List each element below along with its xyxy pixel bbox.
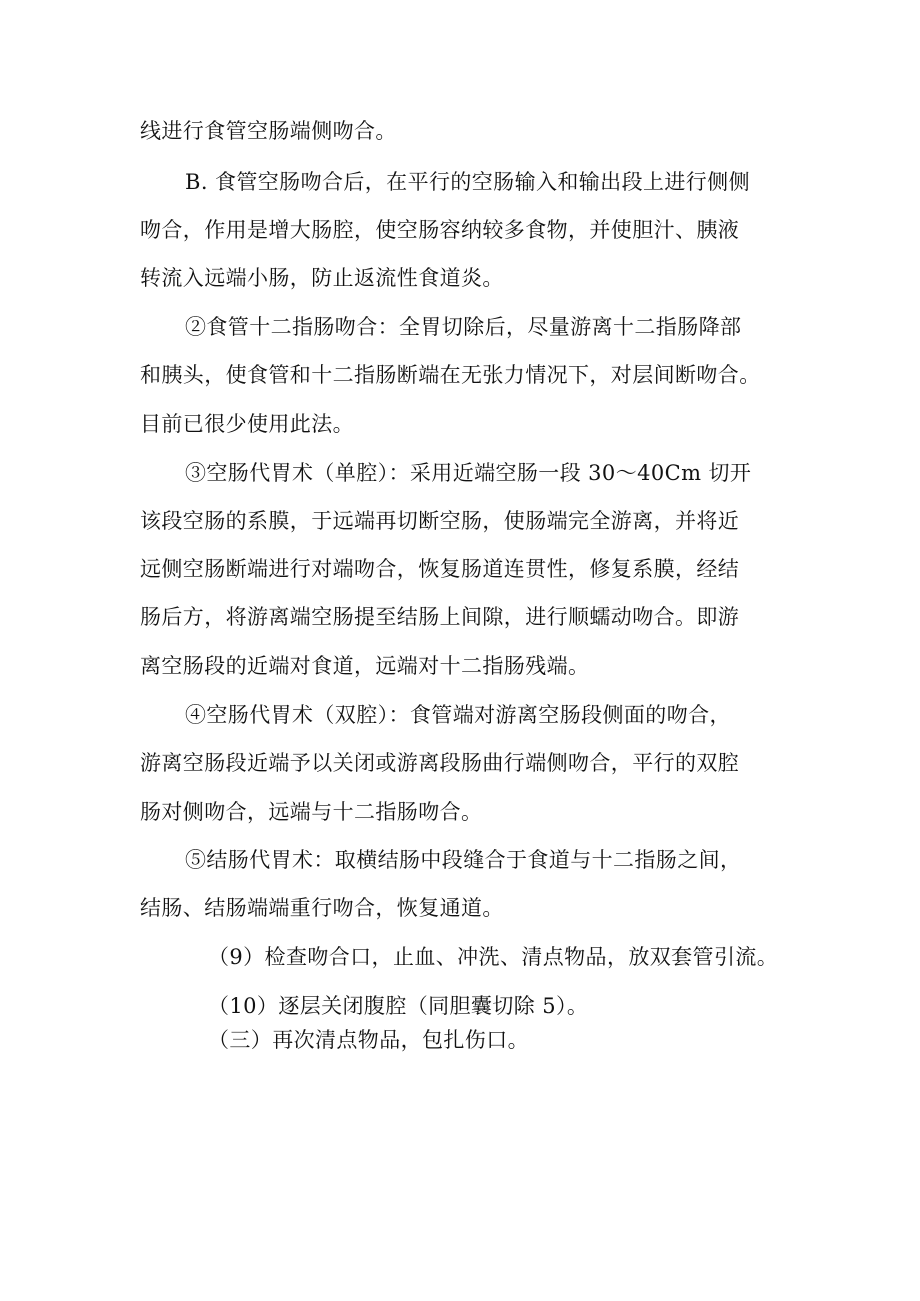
paragraph-line: 该段空肠的系膜，于远端再切断空肠，使肠端完全游离，并将近 [140, 509, 740, 533]
paragraph-line: 肠对侧吻合，远端与十二指肠吻合。 [140, 800, 483, 824]
paragraph-line: 游离空肠段近端予以关闭或游离段肠曲行端侧吻合，平行的双腔 [140, 751, 740, 775]
paragraph-line: ③空肠代胃术（单腔）：采用近端空肠一段 30～40Cm 切开 [185, 461, 752, 485]
paragraph-line: 线进行食管空肠端侧吻合。 [140, 119, 397, 143]
paragraph-line: 结肠、结肠端端重行吻合，恢复通道。 [140, 896, 504, 920]
paragraph-line: ⑤结肠代胃术：取横结肠中段缝合于食道与十二指肠之间， [185, 848, 742, 872]
paragraph-line: 离空肠段的近端对食道，远端对十二指肠残端。 [140, 654, 590, 678]
paragraph-line: （三）再次清点物品，包扎伤口。 [208, 1028, 529, 1052]
paragraph-line: （10）逐层关闭腹腔（同胆囊切除 5）。 [208, 994, 589, 1018]
paragraph-line: （9）检查吻合口，止血、冲洗、清点物品，放双套管引流。 [208, 945, 779, 969]
paragraph-line: 和胰头，使食管和十二指肠断端在无张力情况下，对层间断吻合。 [140, 363, 761, 387]
paragraph-line: B. 食管空肠吻合后，在平行的空肠输入和输出段上进行侧侧 [185, 170, 750, 194]
paragraph-line: 肠后方，将游离端空肠提至结肠上间隙，进行顺蠕动吻合。即游 [140, 605, 740, 629]
paragraph-line: ④空肠代胃术（双腔）：食管端对游离空肠段侧面的吻合， [185, 703, 731, 727]
paragraph-line: 远侧空肠断端进行对端吻合，恢复肠道连贯性，修复系膜，经结 [140, 557, 740, 581]
paragraph-line: 转流入远端小肠，防止返流性食道炎。 [140, 266, 504, 290]
paragraph-line: 目前已很少使用此法。 [140, 412, 354, 436]
paragraph-line: 吻合，作用是增大肠腔，使空肠容纳较多食物，并使胆汁、胰液 [140, 218, 740, 242]
paragraph-line: ②食管十二指肠吻合：全胃切除后，尽量游离十二指肠降部 [185, 315, 742, 339]
